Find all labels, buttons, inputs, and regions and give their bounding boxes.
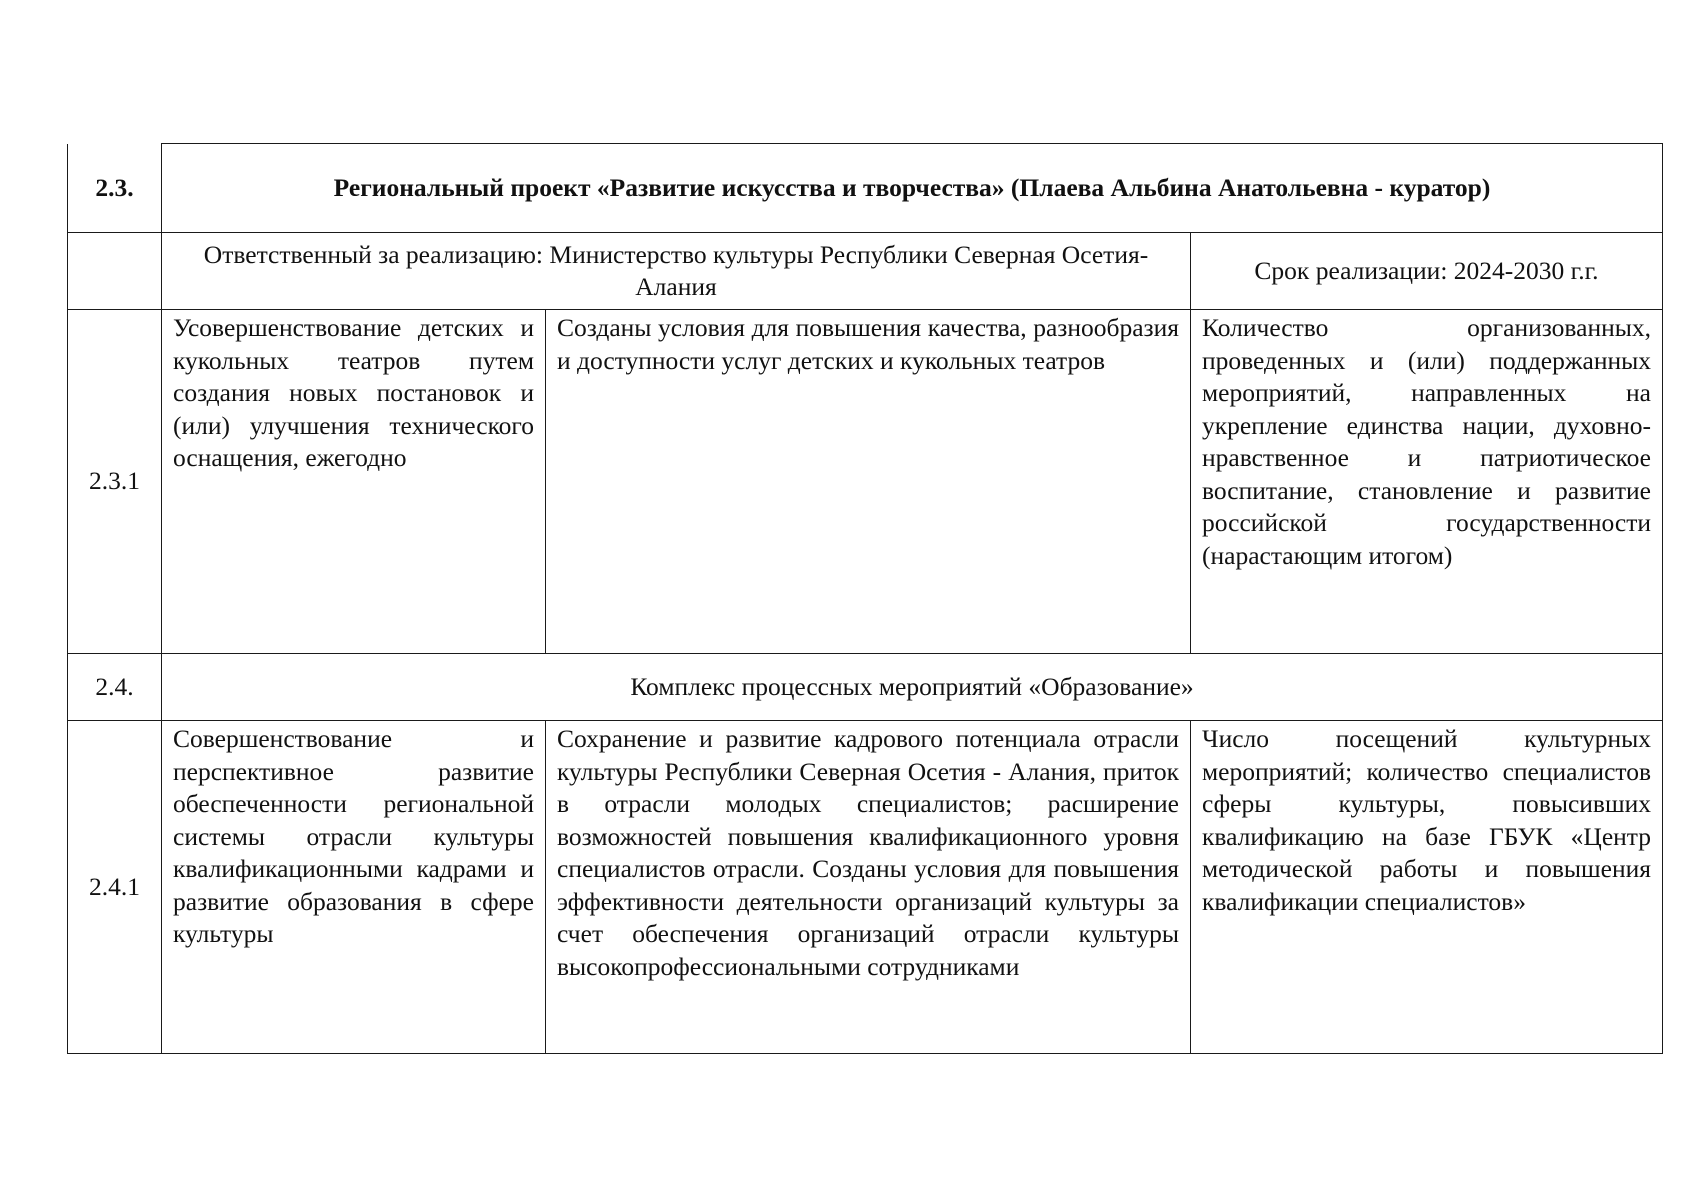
program-table (67, 143, 1663, 1054)
table-row-2-3-1 (68, 310, 1663, 654)
result-cell (546, 310, 1191, 654)
table-row-section-2-3 (68, 144, 1663, 233)
result-cell (546, 721, 1191, 1054)
task-cell (162, 310, 546, 654)
task-text: Усовершенствование детских и кукольных театров путем создания новых постановок и (или) улучшения технического оснащения, ежегодно (173, 313, 534, 472)
section-title: Комплекс процессных мероприятий «Образование» (162, 654, 1663, 721)
empty-number-cell (68, 233, 162, 310)
table-row-2-4-1 (68, 721, 1663, 1054)
indicator-text: Число посещений культурных мероприятий; количество специалистов сферы культуры, повысивших квалификацию на базе ГБУК «Центр методической работы и повышения квалификации специалистов» (1202, 724, 1651, 916)
section-number: 2.3. (68, 144, 162, 233)
task-cell (162, 721, 546, 1054)
section-title: Региональный проект «Развитие искусства и творчества» (Плаева Альбина Анатольевна - куратор) (162, 144, 1663, 233)
responsible-cell: Ответственный за реализацию: Министерство культуры Республики Северная Осетия-Алания (162, 233, 1191, 310)
term-cell: Срок реализации: 2024-2030 г.г. (1191, 233, 1663, 310)
indicator-text: Количество организованных, проведенных и (или) поддержанных мероприятий, направленных на укрепление единства нации, духовно-нравственное и патриотическое воспитание, становление и развитие российской государственности (нарастающим итогом) (1202, 313, 1651, 570)
item-number: 2.4.1 (68, 721, 162, 1054)
table-row-responsible (68, 233, 1663, 310)
task-text: Совершенствование и перспективное развитие обеспеченности региональной системы отрасли культуры квалификационными кадрами и развитие образования в сфере культуры (173, 724, 534, 948)
item-number: 2.3.1 (68, 310, 162, 654)
table-row-section-2-4 (68, 654, 1663, 721)
section-number: 2.4. (68, 654, 162, 721)
indicator-cell (1191, 721, 1663, 1054)
indicator-cell (1191, 310, 1663, 654)
result-text: Сохранение и развитие кадрового потенциала отрасли культуры Республики Северная Осетия - Алания, приток в отрасли молодых специалистов; расширение возможностей повышения квалификационного уровня специалистов отрасли. Созданы условия для повышения эффективности деятельности организаций культуры за счет обеспечения организаций отрасли культуры высокопрофессиональными сотрудниками (557, 724, 1179, 981)
result-text: Созданы условия для повышения качества, разнообразия и доступности услуг детских и кукольных театров (557, 313, 1179, 375)
